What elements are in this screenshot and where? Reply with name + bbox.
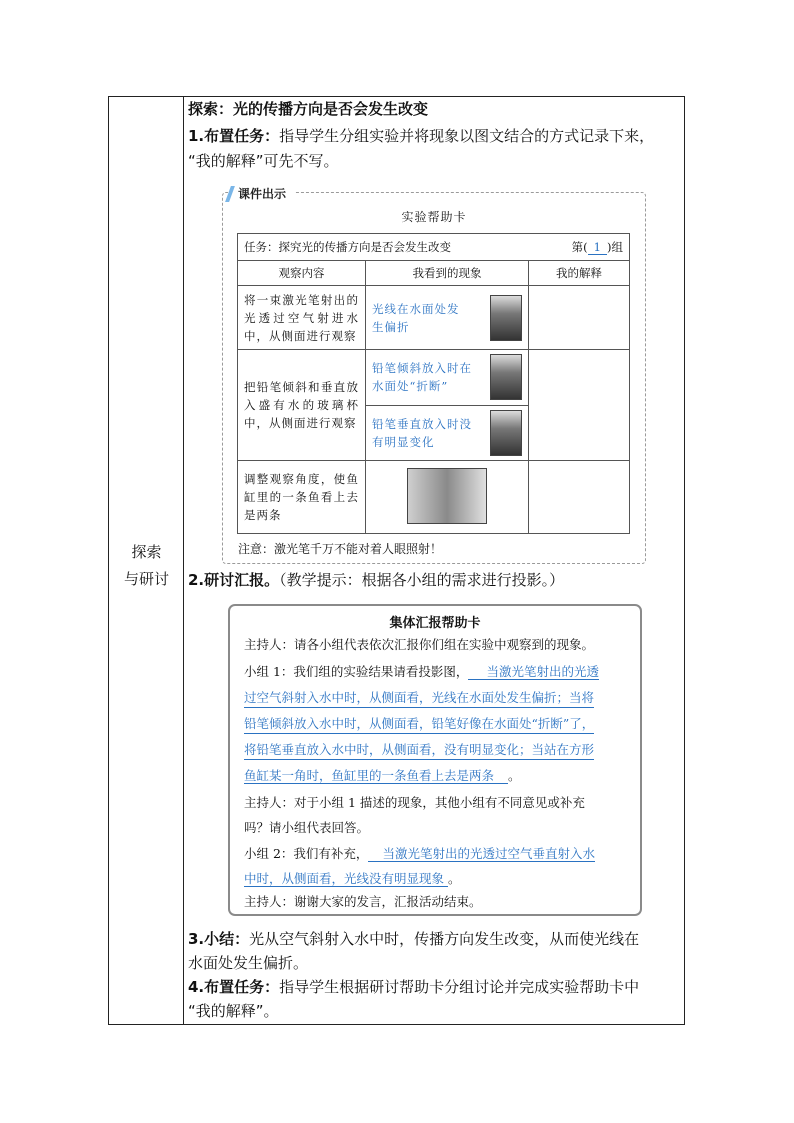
group1-line <box>244 663 599 681</box>
handwritten-answer: 中时，从侧面看，光线没有明显现象 <box>244 871 448 887</box>
table-row <box>238 461 630 534</box>
safety-note: 注意：激光笔千万不能对着人眼照射！ <box>238 542 443 556</box>
host-line: 主持人：谢谢大家的发言，汇报活动结束。 <box>244 894 482 909</box>
item-number: 2. <box>188 571 205 589</box>
item-4 <box>188 976 639 998</box>
item-title: 小结： <box>204 930 250 948</box>
table-row <box>238 350 630 406</box>
observe-cell: 调整观察角度，使鱼缸里的一条鱼看上去是两条 <box>238 461 366 534</box>
phenomenon-text: 铅笔倾斜放入时在水面处“折断” <box>372 361 472 394</box>
item-title: 布置任务： <box>204 978 280 996</box>
pencil-tilted-photo <box>490 354 522 400</box>
header-cell: 观察内容 <box>238 261 366 286</box>
item-title: 布置任务： <box>204 127 280 145</box>
section-label-line: 探索 <box>131 543 162 561</box>
item-number: 1. <box>188 127 205 145</box>
phenomenon-text: 铅笔垂直放入时没有明显变化 <box>372 416 472 449</box>
section-heading: 探索：光的传播方向是否会发生改变 <box>188 100 429 118</box>
host-line: 吗？请小组代表回答。 <box>244 820 370 835</box>
group2-prefix: 小组 2：我们有补充， <box>244 846 369 861</box>
group-number <box>572 239 623 255</box>
handwritten-answer: 当激光笔射出的光透 <box>468 664 599 680</box>
group-suffix: )组 <box>607 240 623 254</box>
handwritten-answer: 鱼缸某一角时，鱼缸里的一条鱼看上去是两条 <box>244 768 508 784</box>
handwritten-answer: 将铅笔垂直放入水中时，从侧面看，没有明显变化；当站在方形 <box>244 741 594 760</box>
group1-prefix: 小组 1：我们组的实验结果请看投影图， <box>244 664 469 679</box>
item-text: （教学提示：根据各小组的需求进行投影。） <box>279 571 565 589</box>
period: 。 <box>448 871 461 886</box>
task-cell <box>238 234 630 261</box>
phenomenon-cell <box>366 286 529 350</box>
group1-end <box>244 767 521 785</box>
phenomenon-cell <box>366 350 529 406</box>
observe-cell: 把铅笔倾斜和垂直放入盛有水的玻璃杯中，从侧面进行观察 <box>238 350 366 461</box>
item-3-cont: 水面处发生偏折。 <box>188 954 309 972</box>
header-row <box>238 261 630 286</box>
phenomenon-cell <box>366 461 529 534</box>
host-line: 主持人：请各小组代表依次汇报你们组在实验中观察到的现象。 <box>244 637 595 652</box>
report-help-card <box>228 604 642 916</box>
experiment-help-card <box>237 233 630 534</box>
item-1 <box>188 125 654 147</box>
handwritten-answer: 过空气斜射入水中时，从侧面看，光线在水面处发生偏折；当将 <box>244 689 594 708</box>
section-label <box>109 539 184 593</box>
table-row <box>238 286 630 350</box>
task-row <box>238 234 630 261</box>
host-line: 主持人：对于小组 1 描述的现象，其他小组有不同意见或补充 <box>244 795 585 810</box>
task-text: 任务：探究光的传播方向是否会发生改变 <box>244 240 451 254</box>
card-title: 集体汇报帮助卡 <box>389 616 481 631</box>
helpcard-caption: 实验帮助卡 <box>401 210 467 224</box>
item-3 <box>188 928 639 950</box>
item-text: 指导学生分组实验并将现象以图文结合的方式记录下来， <box>279 127 655 145</box>
courseware-tag: 课件出示 <box>228 184 294 204</box>
item-number: 4. <box>188 978 205 996</box>
handwritten-answer: 铅笔倾斜放入水中时，从侧面看，铅笔好像在水面处“折断”了， <box>244 715 594 734</box>
handwritten-answer: 当激光笔射出的光透过空气垂直射入水 <box>368 846 595 862</box>
item-4-cont: “我的解释”。 <box>188 1002 279 1020</box>
period: 。 <box>508 768 521 783</box>
group-prefix: 第( <box>571 240 588 254</box>
item-text: 指导学生根据研讨帮助卡分组讨论并完成实验帮助卡中 <box>279 978 640 996</box>
item-number: 3. <box>188 930 205 948</box>
explain-cell <box>529 461 630 534</box>
group-no: 1 <box>588 240 607 255</box>
item-title: 研讨汇报。 <box>204 571 280 589</box>
phenomenon-text: 光线在水面处发生偏折 <box>372 301 460 334</box>
observe-cell: 将一束激光笔射出的光透过空气射进水中，从侧面进行观察 <box>238 286 366 350</box>
item-1-cont: “我的解释”可先不写。 <box>188 152 339 170</box>
explain-cell <box>529 286 630 350</box>
explain-cell <box>529 350 630 461</box>
laser-photo <box>490 295 522 341</box>
phenomenon-cell <box>366 405 529 461</box>
header-cell: 我的解释 <box>529 261 630 286</box>
section-label-line: 与研讨 <box>123 570 169 588</box>
header-cell: 我看到的现象 <box>366 261 529 286</box>
group2-line <box>244 845 595 863</box>
group2-end <box>244 870 461 888</box>
item-text: 光从空气斜射入水中时，传播方向发生改变，从而使光线在 <box>249 930 640 948</box>
pencil-vertical-photo <box>490 410 522 456</box>
item-2 <box>188 569 564 591</box>
fish-tank-photo <box>407 468 487 524</box>
